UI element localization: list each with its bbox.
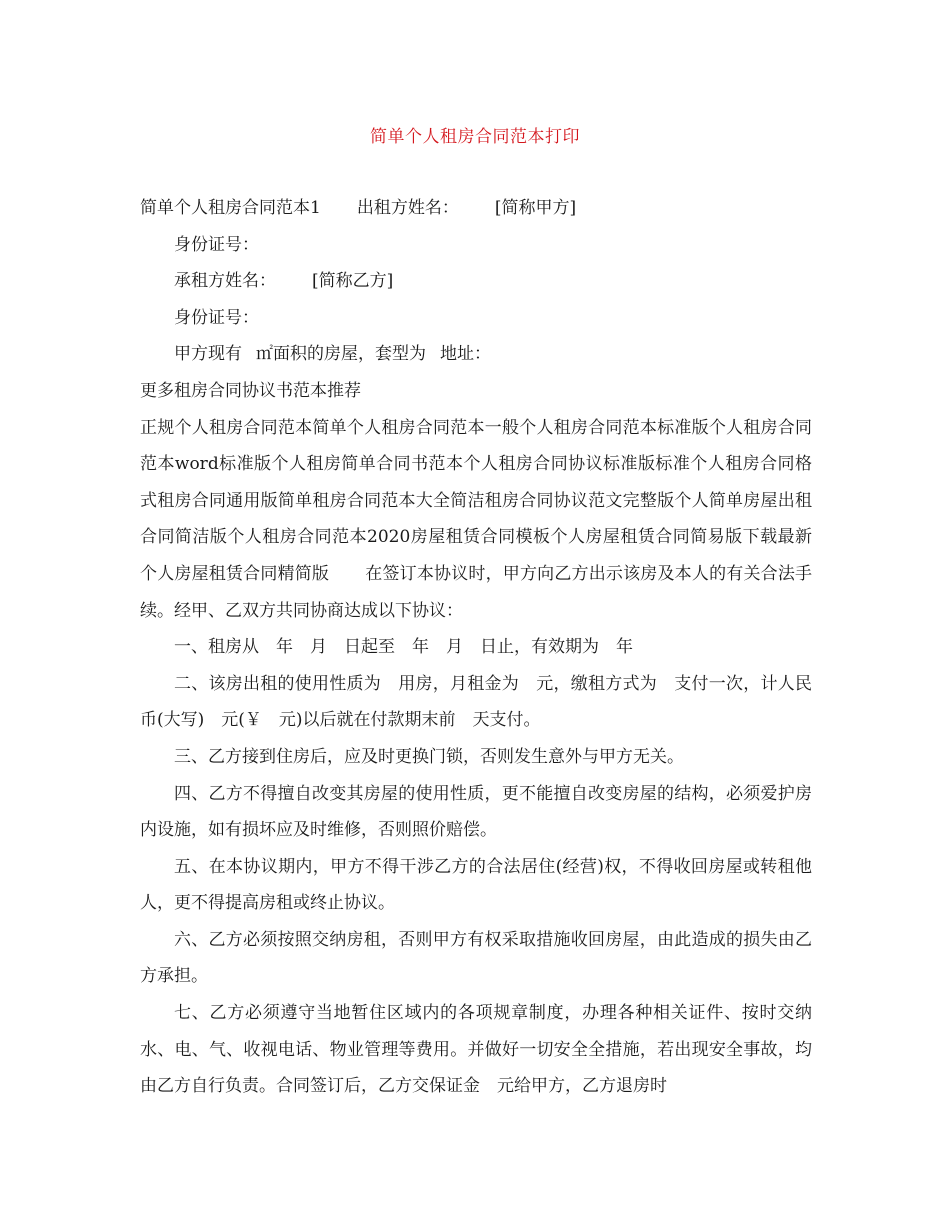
clause-7: 七、乙方必须遵守当地暂住区域内的各项规章制度，办理各种相关证件、按时交纳水、电、气、收视电话、物业管理等费用。并做好一切安全全措施，若出现安全事故，均由乙方自行负责。合同签订后，乙方交保证金 元给甲方，乙方退房时 bbox=[140, 1003, 812, 1097]
clause-5: 五、在本协议期内，甲方不得干涉乙方的合法居住(经营)权，不得收回房屋或转租他人，更不得提高房租或终止协议。 bbox=[140, 856, 812, 914]
contract-name: 简单个人租房合同范本1 bbox=[140, 198, 321, 218]
header-line bbox=[140, 190, 812, 227]
house-line bbox=[140, 336, 812, 373]
tenant-line bbox=[140, 263, 812, 300]
clause-3: 三、乙方接到住房后，应及时更换门锁，否则发生意外与甲方无关。 bbox=[174, 746, 684, 767]
tenant-alias: [简称乙方] bbox=[312, 271, 394, 292]
clause-1: 一、租房从 年 月 日起至 年 月 日止，有效期为 年 bbox=[174, 637, 633, 658]
landlord-name-label: 出租方姓名： bbox=[356, 198, 459, 218]
tenant-id-line: 身份证号： bbox=[174, 307, 259, 328]
recommend-body bbox=[140, 410, 812, 630]
recommend-heading: 更多租房合同协议书范本推荐 bbox=[140, 380, 361, 401]
document-title: 简单个人租房合同范本打印 bbox=[370, 127, 580, 147]
landlord-id-line: 身份证号： bbox=[174, 234, 259, 255]
house-line-part3: 地址： bbox=[440, 344, 491, 365]
clause-6: 六、乙方必须按照交纳房租，否则甲方有权采取措施收回房屋，由此造成的损失由乙方承担。 bbox=[140, 929, 812, 987]
recommend-links: 正规个人租房合同范本简单个人租房合同范本一般个人租房合同范本标准版个人租房合同范本word标准版个人租房简单合同书范本个人租房合同协议标准版标准个人租房合同格式租房合同通用版简单租房合同范本大全简洁租房合同协议范文完整版个人简单房屋出租合同简洁版个人租房合同范本2020房屋租赁合同模板个人房屋租赁合同简易版下载最新个人房屋租赁合同精简版 bbox=[140, 417, 812, 584]
tenant-name-label: 承租方姓名： bbox=[174, 271, 276, 292]
document-body bbox=[140, 190, 812, 1105]
house-line-part1: 甲方现有 bbox=[174, 344, 242, 365]
clause-4: 四、乙方不得擅自改变其房屋的使用性质，更不能擅自改变房屋的结构，必须爱护房内设施，如有损坏应及时维修，否则照价赔偿。 bbox=[140, 783, 812, 841]
clause-2: 二、该房出租的使用性质为 用房，月租金为 元，缴租方式为 支付一次，计人民币(大写) 元(￥ 元)以后就在付款期末前 天支付。 bbox=[140, 673, 812, 731]
agreement-intro: 在签订本协议时，甲方向乙方出示该房及本人的有关合法手续。经甲、乙双方共同协商达成以下协议： bbox=[140, 563, 813, 621]
landlord-alias: [简称甲方] bbox=[494, 198, 577, 218]
house-line-part2: ㎡面积的房屋，套型为 bbox=[256, 344, 426, 365]
